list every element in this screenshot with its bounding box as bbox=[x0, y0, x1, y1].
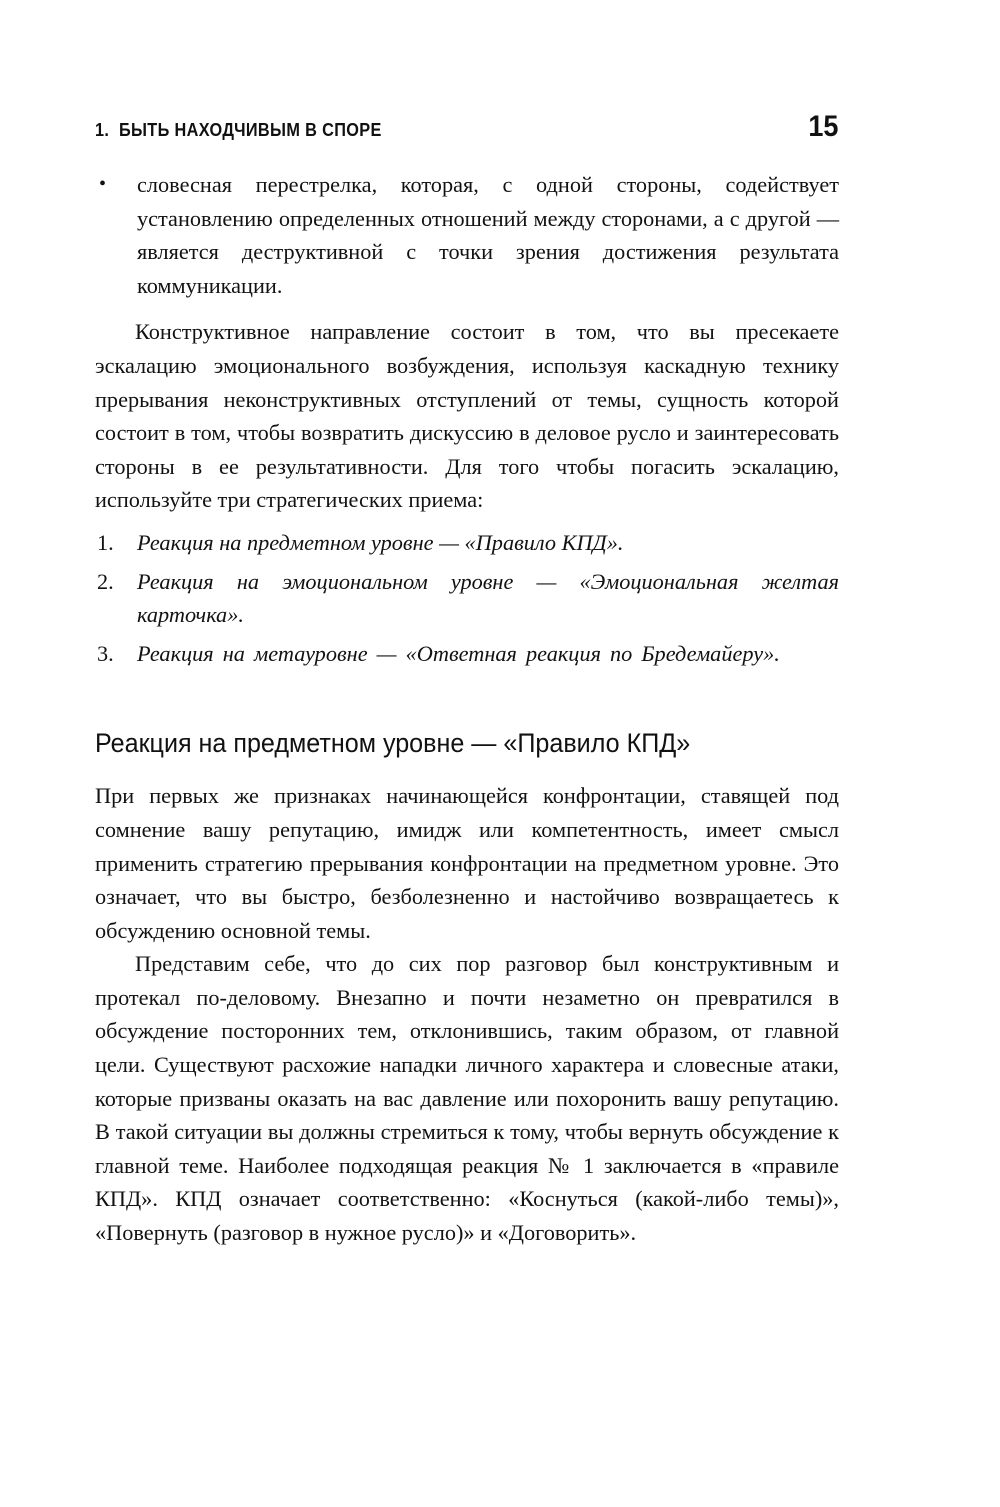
text-column bbox=[95, 168, 839, 1250]
paragraph-first-signs: При первых же признаках начинающейся конфронтации, ставящей под сомнение вашу репутацию, имидж или компетентность, имеет смысл применить стратегию прерывания конфронтации на предметном уровне. Это означает, что вы быстро, безболезненно и настойчиво возвращаетесь к обсуждению основной темы. bbox=[95, 783, 839, 943]
paragraph-imagine-conversation: Представим себе, что до сих пор разговор был конструктивным и протекал по-деловому. Внезапно и почти незаметно он превратился в обсуждение посторонних тем, отклонившись, таким образом, от главной цели. Существуют расхожие нападки личного характера и словесные атаки, которые призваны оказать на вас давление или похоронить вашу репутацию. В такой ситуации вы должны стремиться к тому, чтобы вернуть обсуждение к главной теме. Наиболее подходящая реакция № 1 заключается в «правиле КПД». КПД означает соответственно: «Коснуться (какой-либо темы)», «Повернуть (разговор в нужное русло)» и «Договорить». bbox=[95, 951, 839, 1246]
chapter-label bbox=[95, 119, 382, 141]
list-number-3: 3. bbox=[97, 640, 114, 666]
spacer bbox=[95, 670, 839, 728]
bullet-item-text: словесная перестрелка, которая, с одной стороны, содействует установлению определенных отношений между сторонами, а с другой — является деструктивной с точки зрения достижения результата коммуникации. bbox=[137, 172, 839, 298]
chapter-title: БЫТЬ НАХОДЧИВЫМ В СПОРЕ bbox=[118, 119, 382, 140]
chapter-number: 1. bbox=[95, 119, 110, 140]
list-text-1: Реакция на предметном уровне — «Правило КПД». bbox=[137, 529, 624, 555]
bullet-list-item bbox=[95, 168, 839, 302]
numbered-strategy-list bbox=[95, 526, 839, 670]
running-header bbox=[95, 112, 838, 146]
spacer bbox=[95, 759, 839, 779]
list-number-1: 1. bbox=[97, 529, 114, 555]
bullet-point-icon: • bbox=[99, 173, 107, 195]
numbered-list-item-1 bbox=[95, 526, 839, 560]
page-number: 15 bbox=[807, 110, 838, 143]
numbered-list-item-2 bbox=[95, 565, 839, 632]
section-heading: Реакция на предметном уровне — «Правило КПД» bbox=[95, 728, 691, 759]
list-text-3: Реакция на метауровне — «Ответная реакция по Бредемайеру». bbox=[137, 640, 780, 666]
list-text-2: Реакция на эмоциональном уровне — «Эмоциональная желтая карточка». bbox=[137, 568, 839, 628]
list-number-2: 2. bbox=[97, 568, 114, 594]
paragraph-constructive-direction: Конструктивное направление состоит в том, что вы пресекаете эскалацию эмоционального возбуждения, используя каскадную технику прерывания неконструктивных отступлений от темы, сущность которой состоит в том, чтобы возвратить дискуссию в деловое русло и заинтересовать стороны в ее результативности. Для того чтобы погасить эскалацию, используйте три стратегических приема: bbox=[95, 319, 839, 513]
spacer bbox=[95, 308, 839, 315]
numbered-list-item-3 bbox=[95, 637, 839, 671]
